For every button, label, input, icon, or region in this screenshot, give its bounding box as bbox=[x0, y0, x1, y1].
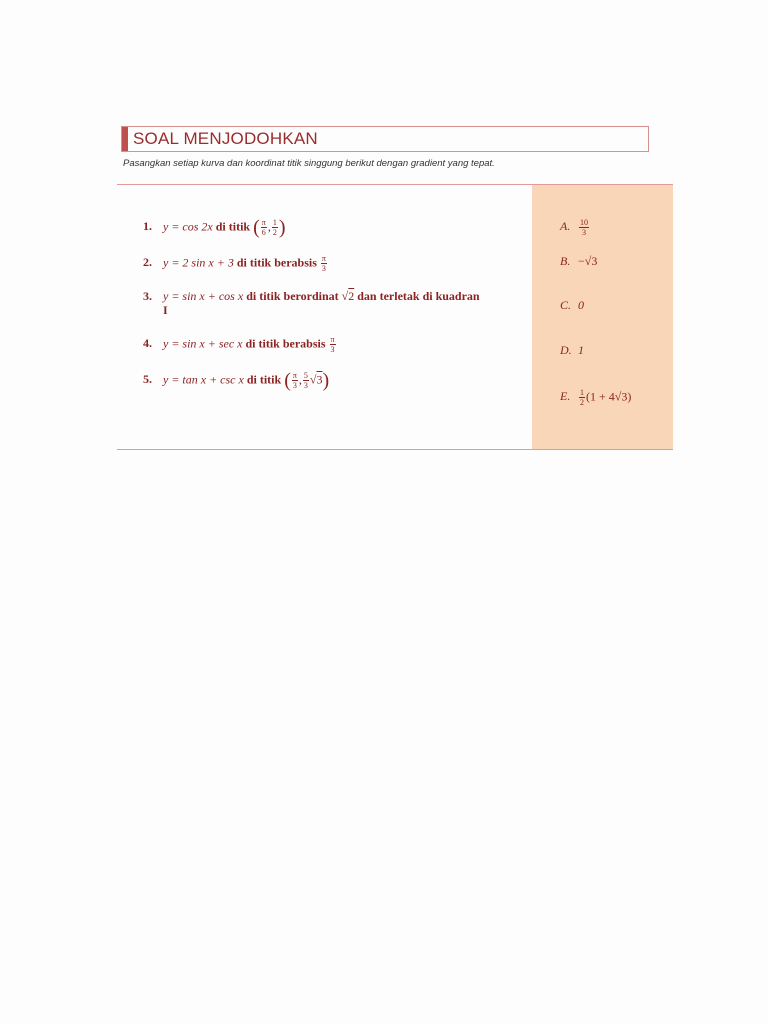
answer-b: B. −√3 bbox=[560, 254, 598, 268]
page-title: SOAL MENJODOHKAN bbox=[133, 129, 318, 148]
question-1: 1. y = cos 2x di titik ( $\frac{\pi}{6}$ , $\frac{1}{2}$ ) bbox=[143, 216, 286, 239]
question-equation: y = 2 sin x + 3 bbox=[163, 255, 234, 270]
question-4: 4. y = sin x + sec x di titik berabsis $\frac{\pi}{3}$ bbox=[143, 335, 335, 354]
title-box bbox=[121, 126, 649, 152]
question-equation: y = sin x + cos x bbox=[163, 289, 244, 303]
answer-d: D. 1 bbox=[560, 343, 584, 357]
answer-a: A. $\frac{10}{3}$ bbox=[560, 218, 588, 237]
question-equation: y = sin x + sec x bbox=[163, 336, 243, 351]
answers-panel bbox=[532, 185, 673, 449]
instruction-text: Pasangkan setiap kurva dan koordinat titik singgung berikut dengan gradient yang tepat. bbox=[123, 158, 495, 169]
answer-e: E. $\frac{1}{2}$ (1 + 4√3) bbox=[560, 388, 632, 407]
question-3: 3. y = sin x + cos x di titik berordinat √2 dan terletak di kuadran I bbox=[143, 289, 480, 317]
question-equation: y = cos 2x bbox=[163, 219, 213, 234]
title-accent-bar bbox=[122, 127, 128, 151]
question-equation: y = tan x + csc x bbox=[163, 372, 244, 387]
question-2: 2. y = 2 sin x + 3 di titik berabsis $\frac{\pi}{3}$ bbox=[143, 254, 326, 273]
answer-c: C. 0 bbox=[560, 298, 584, 312]
question-5: 5. y = tan x + csc x di titik ( $\frac{\pi}{3}$ , $\frac{5}{3}$ √3) bbox=[143, 369, 330, 392]
bottom-divider bbox=[117, 449, 673, 450]
